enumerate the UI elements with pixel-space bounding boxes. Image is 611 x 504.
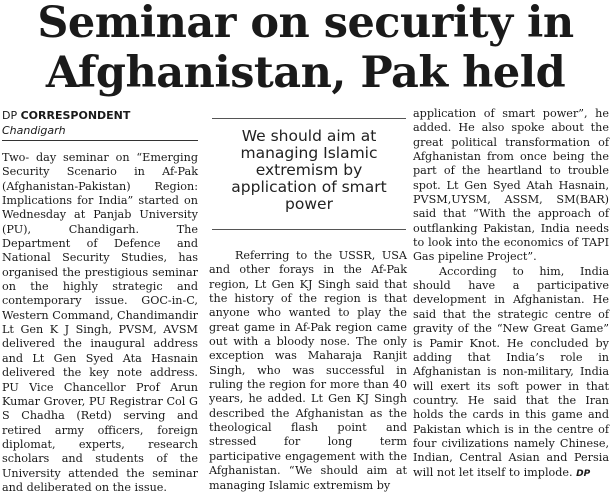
col3-paragraph-1: application of smart power”, he added. He also spoke about the great political transformation of Afghanistan from once being the part of the heartland to trouble spot. Lt Gen Syed Atah Hasnain, PVSM,UYSM, ASSM, SM(BAR) said that “With the approach of outflanking Pakistan, India needs to look into the economics of TAPI Gas pipeline Project”. <box>413 107 609 264</box>
byline <box>2 109 130 122</box>
column-1 <box>2 151 198 495</box>
col2-paragraph-1: Referring to the USSR, USA and other forays in the Af-Pak region, Lt Gen KJ Singh said that the history of the region is that anyone who wanted to play the great game in Af-Pak region came out with a bloody nose. The only exception was Maharaja Ranjit Singh, who was successful in ruling the region for more than 40 years, he added. Lt Gen KJ Singh described the Afghanistan as the theological flash point and stressed for long term participative engagement with the Afghanistan. “We should aim at managing Islamic extremism by <box>209 249 407 492</box>
pull-quote: We should aim at managing Islamic extremism by application of smart power <box>231 127 387 213</box>
column-3 <box>413 107 609 481</box>
pull-quote-rule-top <box>212 118 406 119</box>
dateline: Chandigarh <box>2 124 66 137</box>
byline-divider <box>2 140 198 141</box>
pull-quote-rule-bottom <box>212 229 406 230</box>
column-2 <box>209 249 407 493</box>
headline <box>0 0 611 98</box>
col3-paragraph-2 <box>413 265 609 481</box>
col3-paragraph-2-text: According to him, India should have a participative development in Afghanistan. He said that the strategic centre of gravity of the “New Great Game” is Pamir Knot. He concluded by adding that India’s role in Afghanistan is non-military, India will exert its soft power in that country. He said that the Iran holds the cards in this game and Pakistan which is in the centre of four civilizations namely Chinese, Indian, Central Asian and Persia will not let itself to implode. <box>413 264 609 479</box>
headline-line-1: Seminar on security in <box>37 0 574 48</box>
byline-role: CORRESPONDENT <box>20 109 131 122</box>
byline-prefix: DP <box>2 109 18 122</box>
col1-paragraph-1: Two- day seminar on “Emerging Security Scenario in Af-Pak (Afghanistan-Pakistan) Region: Implications for India” started on Wednesday at Panjab University (PU), Chandigarh. The Department of Defence and National Security Studies, has organised the prestigious seminar on the highly strategic and contemporary issue. GOC-in-C, Western Command, Chandimandir Lt Gen K J Singh, PVSM, AVSM delivered the inaugural address and Lt Gen Syed Ata Hasnain delivered the key note address. PU Vice Chancellor Prof Arun Kumar Grover, PU Registrar Col G S Chadha (Retd) serving and retired army officers, foreign diplomat, experts, research scholars and students of the University attended the seminar and deliberated on the issue. <box>2 151 198 494</box>
signoff: DP <box>576 468 591 479</box>
headline-line-2: Afghanistan, Pak held <box>45 48 566 98</box>
